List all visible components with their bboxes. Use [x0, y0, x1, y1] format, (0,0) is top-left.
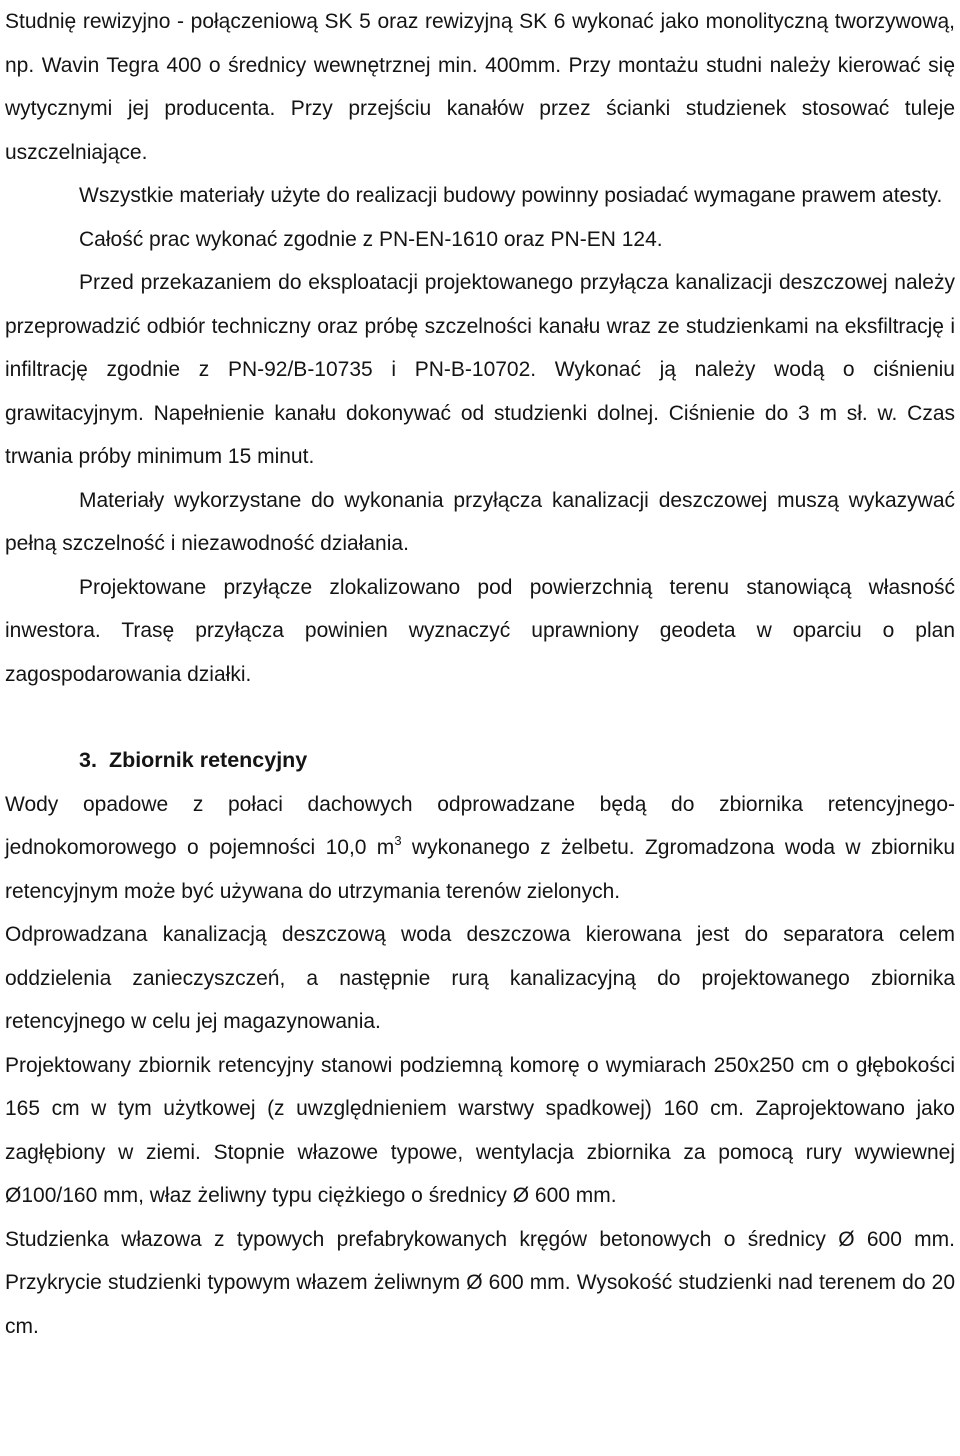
document-page: [5, 0, 955, 1348]
paragraph-manhole: Studzienka włazowa z typowych prefabrykowanych kręgów betonowych o średnicy Ø 600 mm. Przykrycie studzienki typowym włazem żeliwnym Ø 600 mm. Wysokość studzienki nad terenem do 20 cm.: [5, 1227, 955, 1338]
section-heading: [5, 739, 955, 783]
section-number: 3.: [79, 748, 97, 772]
paragraph-route: Projektowane przyłącze zlokalizowano pod powierzchnią terenu stanowiącą własność inwestora. Trasę przyłącza powinien wyznaczyć uprawniony geodeta w oparciu o plan zagospodarowania działki.: [5, 575, 955, 686]
rainwater-text-start: Wody opadowe z połaci dachowych odprowadzane będą do zbiornika retencyjnego-jednokomorowego o pojemności 10,0 m: [5, 792, 955, 859]
paragraph-tank-design: Projektowany zbiornik retencyjny stanowi podziemną komorę o wymiarach 250x250 cm o głębokości 165 cm w tym użytkowej (z uwzględnieniem warstwy spadkowej) 160 cm. Zaprojektowano jako zagłębiony w ziemi. Stopnie włazowe typowe, wentylacja zbiornika za pomocą rury wywiewnej Ø100/160 mm, właz żeliwny typu ciężkiego o średnicy Ø 600 mm.: [5, 1053, 955, 1207]
paragraph-certificates: Wszystkie materiały użyte do realizacji budowy powinny posiadać wymagane prawem atesty.: [79, 184, 943, 207]
paragraph-rainwater: [5, 783, 955, 914]
section-title: Zbiornik retencyjny: [108, 748, 308, 772]
paragraph-wells: Studnię rewizyjno - połączeniową SK 5 oraz rewizyjną SK 6 wykonać jako monolityczną tworzywową, np. Wavin Tegra 400 o średnicy wewnętrznej min. 400mm. Przy montażu studni należy kierować się wytycznymi jej producenta. Przy przejściu kanałów przez ścianki studzienek stosować tuleje uszczelniające.: [5, 10, 955, 164]
paragraph-tightness-test: Przed przekazaniem do eksploatacji projektowanego przyłącza kanalizacji deszczowej należy przeprowadzić odbiór techniczny oraz próbę szczelności kanału wraz ze studzienkami na eksfiltrację i infiltrację zgodnie z PN-92/B-10735 i PN-B-10702. Wykonać ją należy wodą o ciśnieniu grawitacyjnym. Napełnienie kanału dokonywać od studzienki dolnej. Ciśnienie do 3 m sł. w. Czas trwania próby minimum 15 minut.: [5, 271, 955, 468]
paragraph-separator: Odprowadzana kanalizacją deszczową woda deszczowa kierowana jest do separatora celem oddzielenia zanieczyszczeń, a następnie rurą kanalizacyjną do projektowanego zbiornika retencyjnego w celu jej magazynowania.: [5, 923, 955, 1033]
section-spacer: [5, 696, 955, 739]
rainwater-text-end: wykonanego z żelbetu. Zgromadzona woda w zbiorniku retencyjnym może być używana do utrzymania terenów zielonych.: [5, 836, 955, 903]
paragraph-materials: Materiały wykorzystane do wykonania przyłącza kanalizacji deszczowej muszą wykazywać pełną szczelność i niezawodność działania.: [5, 488, 955, 555]
paragraph-standards: Całość prac wykonać zgodnie z PN-EN-1610 oraz PN-EN 124.: [79, 227, 663, 251]
cubic-superscript: 3: [394, 833, 402, 848]
